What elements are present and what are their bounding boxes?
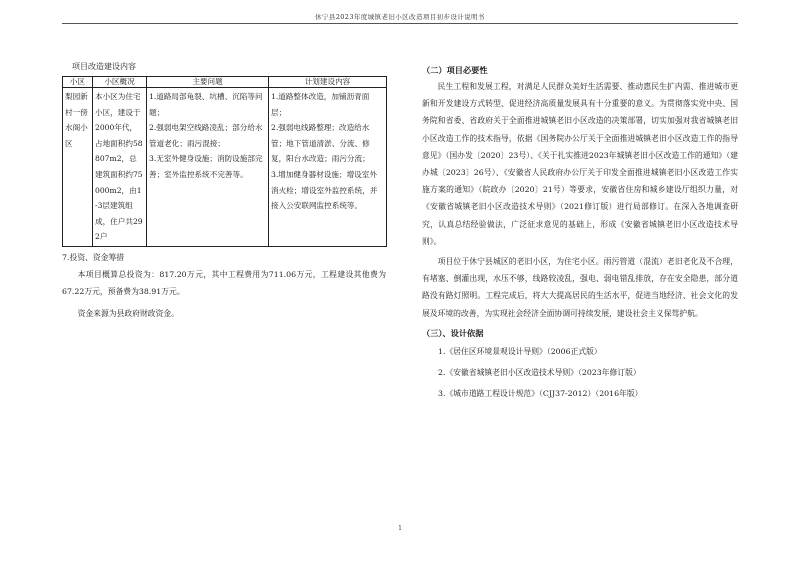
community-name-cell: 梨园新村一傍水阁小区	[63, 88, 93, 247]
problem-item: 3.无室外健身设施；消防设施部完善；室外监控系统不完善等。	[149, 154, 263, 179]
problem-item: 1.道路局部龟裂、坑槽、沉陷等问题；	[149, 92, 263, 117]
table-header-cell: 小区概况	[93, 77, 147, 88]
funding-paragraph: 资金来源为县政府财政资金。	[77, 308, 179, 318]
plan-item: 2.强弱电线路整理；改造给水管；地下管道清淤、分流、修复，阳台水改造；雨污分流；	[271, 123, 370, 164]
plan-item: 1.道路整体改造，加铺沥青面层；	[271, 92, 370, 117]
problems-cell	[147, 88, 269, 247]
investment-paragraph: 本项目概算总投资为：817.20万元，其中工程费用为711.06万元，工程建设其他费为67.22万元，预备费为38.91万元。	[62, 270, 386, 297]
list-item: 3.《城市道路工程设计规范》（CJJ37-2012）（2016年版）	[438, 388, 643, 398]
header-rule	[62, 23, 738, 24]
design-basis-heading: （三）、设计依据	[422, 327, 484, 338]
project-location-paragraph: 项目位于休宁县城区的老旧小区，为住宅小区。雨污管道（混流）老旧老化及不合理，有堵塞、倒灌出现，水压不够，线路较凌乱，强电、弱电错乱排放，存在安全隐患，部分道路没有路灯照明。工程完成后，将大大提高居民的生活水平，促进当地经济、社会文化的发展及环境的改善，为实现社会经济全面协调可持续发展，建设社会主义保驾护航。	[422, 257, 738, 318]
problem-item: 2.强弱电架空线路凌乱；部分给水管道老化；雨污混接；	[149, 123, 263, 148]
necessity-heading: （二）项目必要性	[422, 65, 488, 75]
running-header: 休宁县2023年度城镇老旧小区改造项目初步设计说明书	[315, 13, 485, 21]
list-item: 2.《安徽省城镇老旧小区改造技术导则》（2023年修订版）	[438, 367, 641, 377]
table-header-cell: 小区	[63, 77, 93, 88]
design-basis-list	[422, 341, 738, 404]
list-item: 1.《居住区环境景观设计导则》（2006正式版）	[438, 346, 602, 356]
plan-item: 3.增加健身器材设施；增设室外消火栓；增设室外监控系统，并接入公安联网监控系统等。	[271, 169, 378, 211]
page-number: 1	[398, 525, 402, 532]
table-header-row	[63, 77, 387, 88]
investment-heading: 7.投资、资金筹措	[62, 252, 125, 262]
necessity-paragraph: 民生工程和发展工程，对满足人民群众美好生活需要、推动惠民生扩内需、推进城市更新和开发建设方式转型、促进经济高质量发展具有十分重要的意义。为贯彻落实党中央、国务院和省委、省政府关于全面推进城镇老旧小区改造的决策部署，切实加强对我省城镇老旧小区改造工作的技术指导，依据《国务院办公厅关于全面推进城镇老旧小区改造工作的指导意见》（国办发〔2020〕23号）、《关于扎实推进2023年城镇老旧小区改造工作的通知》（建办城〔2023〕26号）、《安徽省人民政府办公厅关于印发全面推进城镇老旧小区改造工作实施方案的通知》（皖政办〔2020〕21号）等要求，安徽省住房和城乡建设厅组织力量，对《安徽省城镇老旧小区改造技术导则》（2021修订版）进行局部修订。在深入各地调查研究，认真总结经验做法，广泛征求意见的基础上，形成《安徽省城镇老旧小区改造技术导则》。	[422, 82, 738, 246]
left-column	[62, 62, 386, 322]
project-table	[62, 76, 387, 247]
right-column	[422, 62, 738, 404]
table-row	[63, 88, 387, 247]
table-header-cell: 计划建设内容	[269, 77, 387, 88]
overview-cell: 本小区为住宅小区，建设于2000年代，占地面积约58807m2，总建筑面积约75000m2，由1-3层建筑组成，住户共292户	[93, 88, 147, 247]
plans-cell	[269, 88, 387, 247]
table-title: 项目改造建设内容	[72, 62, 136, 71]
table-header-cell: 主要问题	[147, 77, 269, 88]
